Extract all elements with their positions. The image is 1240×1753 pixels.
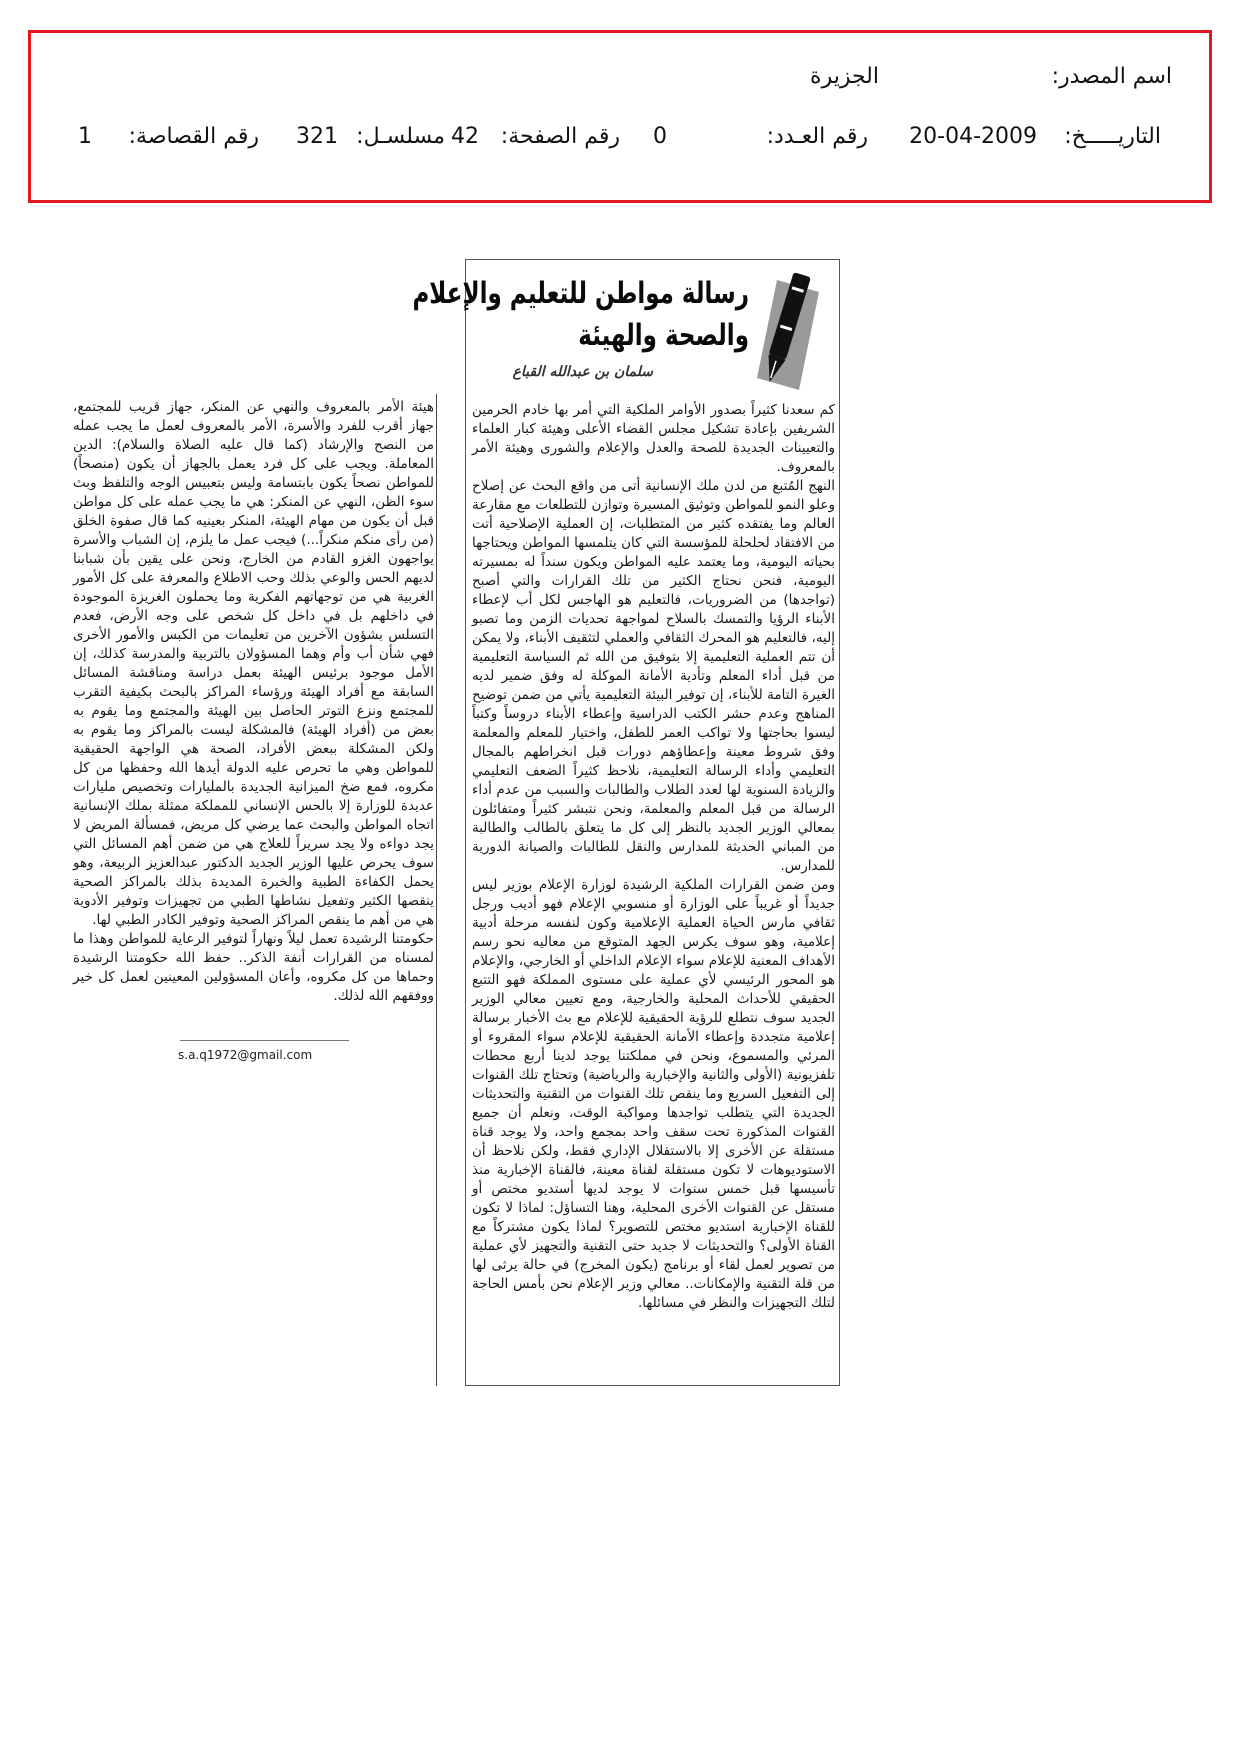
article-paragraph: النهج المُتبع من لدن ملك الإنسانية أتى من واقع البحث عن إصلاح وعلو النمو للمواطن وتوثيق المسيرة وتوازن للتطلعات مع مقارعة العالم وما يفتقده كثير من المتطلبات، إن العملية الإصلاحية أتت من الافتقاد لحلحلة للمؤسسة التي كان يتلمسها المواطن ويحتاجها بحياته اليومية، وما يعتمد عليه المواطن ويكون سنداً له بمسيرته اليومية، فنحن نحتاج الكثير من تلك القرارات والتي أصبح (تواجدها) من الضروريات، فالتعليم هو الهاجس لكل أب لإعطاء الأبناء الرؤيا والتمسك بالسلاح لمواجهة تحديات الزمن وما تصبو إليه، فالتعليم هو المحرك الثقافي والعملي لتثقيف الأبناء، ولا يمكن أن تتم العملية التعليمية إلا بتوفيق من الله ثم السياسة التعليمية من قبل أداء المعلم وتأدية الأمانة الموكلة له وفق ضمير لديه الغيرة التامة للأبناء، إن توفير البيئة التعليمية يأتي من ضمن توضيح المناهج وعدم حشر الكتب الدراسية وإعطاء الأبناء دروساً وكتباً ليسوا بحاجتها ولا تواكب العمر للطفل، واختيار للمعلم والمعلمة وفق شروط معينة وإعطاؤهم دورات قبل انخراطهم بالمجال التعليمي وأداء الرسالة التعليمية، نلاحظ كثيراً الضعف التعليمي والزيادة السنوية لها لعدد الطلاب والطالبات والسبب من عدم أداء الرسالة من قبل المعلم والمعلمة، ونحن نتبشر كثيراً ومتفائلون بمعالي الوزير الجديد بالنظر إلى كل ما يتعلق بالطالب والطالبة من المباني الحديثة للمدارس والنقل للطالبات والصيانة الدورية للمدارس. bbox=[472, 478, 835, 874]
issue-value: 0 bbox=[653, 124, 667, 149]
pen-icon bbox=[751, 266, 819, 390]
author-email: s.a.q1972@gmail.com bbox=[178, 1048, 313, 1062]
article-author: سلمان بن عبدالله القباع bbox=[512, 364, 653, 380]
page-value: 42 bbox=[451, 124, 479, 149]
column-divider bbox=[436, 394, 437, 1386]
source-value: الجزيرة bbox=[810, 64, 879, 89]
page-label: رقم الصفحة: bbox=[500, 124, 620, 149]
date-label: التاريـــــخ: bbox=[1064, 124, 1161, 149]
article-paragraph: ومن ضمن القرارات الملكية الرشيدة لوزارة الإعلام بوزير ليس جديداً أو غريباً على الوزارة أو منسوبي الإعلام فهو أديب ورجل ثقافي مارس الحياة العملية الإعلامية وكون لنفسه مرحلة أدبية إعلامية، وهو سوف يكرس الجهد المتوقع من معاليه نحو رسم الأهداف المعنية للإعلام سواء الإعلام الداخلي أو الخارجي، والإعلام هو المحور الرئيسي لأي عملية على مستوى المملكة فهو التتبع الحقيقي للأحداث المحلية والخارجية، ومع تعيين معالي الوزير الجديد سوف نتطلع للرؤية الحقيقية للإعلام مع بث الأخبار برسالة إعلامية متجددة وإعطاء الأمانة الحقيقية للإعلام سواء المقروء أو المرئي والمسموع، ونحن في مملكتنا يوجد لدينا أربع محطات تلفزيونية (الأولى والثانية والإخبارية والرياضية) وتحتاج تلك القنوات إلى التفعيل السريع وما ينقص تلك القنوات من التقنية والتحديثات الجديدة التي يتطلب تواجدها ومواكبة الوقت، ونعلم أن جميع القنوات المذكورة تحت سقف واحد بمجمع واحد، ولا يوجد قناة مستقلة عن الأخرى إلا بالاستقلال الإداري فقط، ولكن نلاحظ أن الاستوديوهات لا تكون مستقلة لقناة معينة، فالقناة الإخبارية منذ تأسيسها قبل خمس سنوات لا يوجد لديها أستديو مختص أو مستقل عن القنوات الأخرى المحلية، وهنا التساؤل: لماذا لا تكون للقناة الإخبارية استديو مختص للتصوير؟ لماذا يكون مشتركاً مع القناة الأولى؟ والتحديثات لا جديد حتى التقنية والتجهيز لأي عملية من تصوير لعمل لقاء أو برنامج (يكون المخرج) في حالة يرثى لها من قلة التقنية والإمكانات.. معالي وزير الإعلام نحن بأمس الحاجة لتلك التجهيزات والنظر في مسائلها. bbox=[472, 877, 835, 1311]
issue-label: رقم العـدد: bbox=[766, 124, 868, 149]
clipping-info-frame bbox=[28, 30, 1212, 203]
source-label: اسم المصدر: bbox=[1051, 64, 1172, 89]
serial-label: مسلسـل: bbox=[356, 124, 445, 149]
article-paragraph: حكومتنا الرشيدة تعمل ليلاً ونهاراً لتوفير الرعاية للمواطن وهذا ما لمسناه من القرارات أنفة الذكر.. حفظ الله حكومتنا الرشيدة وحماها من كل مكروه، وأعان المسؤولين المعينين لعمل كل خير ووفقهم الله لذلك. bbox=[73, 931, 434, 1004]
article-title-line-1: رسالة مواطن للتعليم والإعلام bbox=[412, 277, 749, 311]
article-column-left bbox=[73, 398, 434, 1006]
article-paragraph: هيئة الأمر بالمعروف والنهي عن المنكر، جهاز قريب للمجتمع، جهاز أقرب للفرد والأسرة، الأمر بالمعروف لعمل ما يجب عمله من النصح والإرشاد (كما قال عليه الصلاة والسلام): الدين المعاملة. ويجب على كل فرد يعمل بالجهاز أن يكون (منصحاً) للمواطن نصحاً يكون بابتسامة وليس بتعبيس الوجه والتلفظ وبث سوء الظن، النهي عن المنكر: هي ما يجب عمله على كل مواطن قبل أن يكون من مهام الهيئة، المنكر بعينيه كما قال صفوة الخلق (من رأى منكم منكراً...) فيجب عمل ما يلزم، إن الشباب والأسرة يواجهون الغزو القادم من الخارج، ونحن على يقين بأن شبابنا لديهم الحس والوعي بذلك وحب الاطلاع والمعرفة على كل الأمور الغربية هي من توجهاتهم الفكرية وما يحملون الغريزة الموجودة في داخلهم بل في داخل كل شخص على وجه الأرض، فعدم التسلس بشؤون الآخرين من تعليمات من الكبس والأمور الأخرى فهي شأن أب وأم وهما المسؤولان بالتربية والمدرسة كذلك، إن الأمل موجود برئيس الهيئة بعمل دراسة ومناقشة المسائل السابقة مع أفراد الهيئة ورؤساء المراكز بالبحث بكيفية التقرب للمجتمع ونزع التوتر الحاصل بين الهيئة والمجتمع وما يقوم به بعض من (أفراد الهيئة) فالمشكلة ليست بالمراكز وما يقوم به ولكن المشكلة ببعض الأفراد، الصحة هي الواجهة الحقيقية للمواطن وهي ما تحرص عليه الدولة أيدها الله وحفظها من كل مكروه، فمع ضخ الميزانية الجديدة بالمليارات وتخصيص مليارات عديدة للوزارة إلا بالحس الإنساني للمملكة ممثلة بملك الإنسانية اتجاه المواطن والبحث عما يرضي كل مريض، فمسألة المريض لا يجد دواءه ولا يجد سريراً للعلاج هي من ضمن أهم المسائل التي سوف يحرص عليها الوزير الجديد الدكتور عبدالعزيز الربيعة، وهو يحمل الكفاءة الطبية والخبرة المديدة بذلك بالمراكز الصحية ينقصها الكثير وتفعيل نشاطها الطبي من تجهيزات وتوفير الأدوية هي من أهم ما ينقص المراكز الصحية وتوفير الكادر الطبي لها. bbox=[73, 399, 434, 928]
email-separator bbox=[180, 1040, 349, 1041]
clip-value: 1 bbox=[78, 124, 92, 149]
article-column-right bbox=[472, 401, 835, 1313]
article-box bbox=[412, 259, 840, 1386]
serial-value: 321 bbox=[296, 124, 338, 149]
date-value: 20-04-2009 bbox=[909, 124, 1037, 149]
article-paragraph: كم سعدنا كثيراً بصدور الأوامر الملكية التي أمر بها خادم الحرمين الشريفين بإعادة تشكيل مجلس القضاء الأعلى وهيئة كبار العلماء والتعيينات الجديدة للصحة والعدل والإعلام والشورى وهيئة الأمر بالمعروف. bbox=[472, 402, 835, 475]
clip-label: رقم القصاصة: bbox=[128, 124, 259, 149]
article-title-line-2: والصحة والهيئة bbox=[578, 319, 749, 353]
